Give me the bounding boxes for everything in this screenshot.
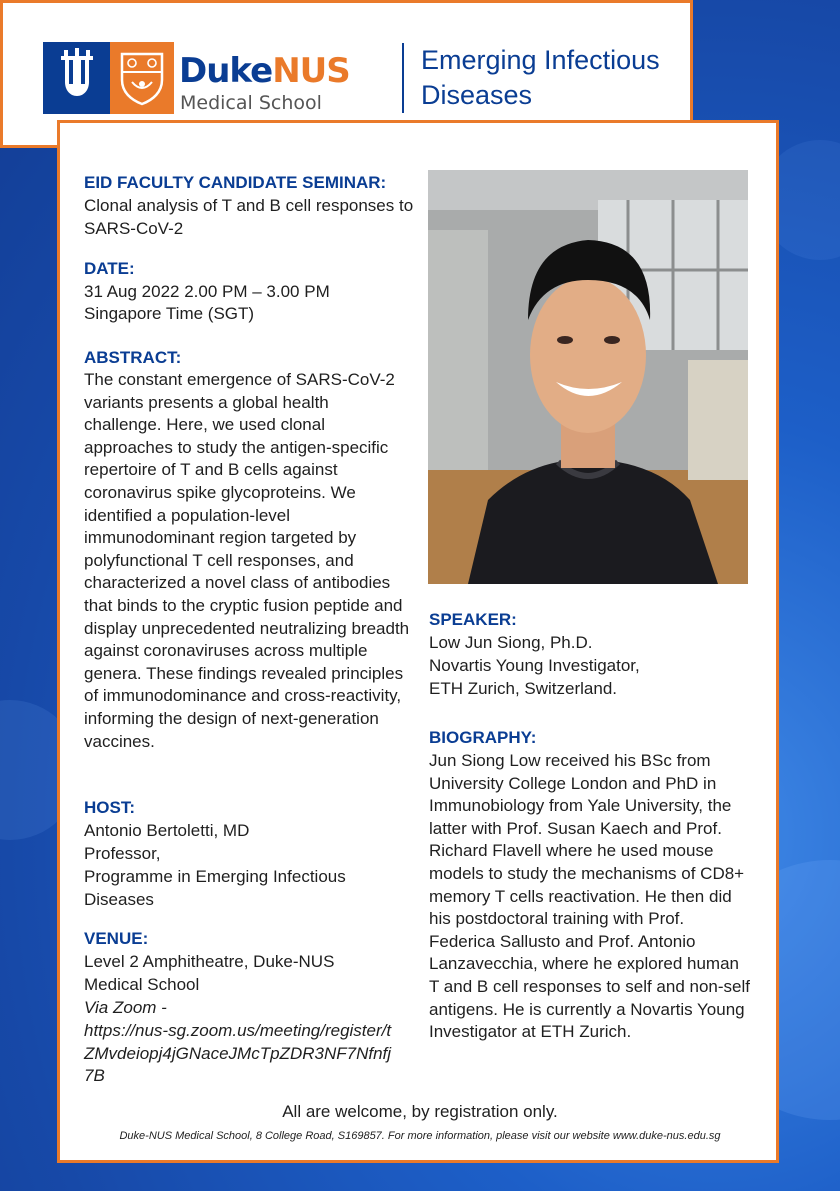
host-name: Antonio Bertoletti, MD xyxy=(84,821,250,840)
zoom-registration-link[interactable]: https://nus-sg.zoom.us/meeting/register/tZMvdeiopj4jGNaceJMcTpZDR3NF7Nfnfj7B xyxy=(84,1021,392,1086)
biography-heading: BIOGRAPHY: xyxy=(429,728,537,747)
header-title: Emerging Infectious Diseases xyxy=(421,45,660,110)
brand-duke: Duke xyxy=(179,51,273,91)
biography-body: Jun Siong Low received his BSc from University College London and PhD in Immunobiology from Yale University, the latter with Prof. Susan Kaech and Prof. Richard Flavell where he used mouse models to study the mechanisms of CD8+ memory T cells reactivation. He then did his postdoctoral training with Prof. Federica Sallusto and Prof. Antonio Lanzavecchia, where he explored human T and B cell responses to self and non-self antigens. He is currently a Novartis Young Investigator at ETH Zurich. xyxy=(429,751,750,1042)
nus-crest-logo-icon xyxy=(110,42,174,114)
seminar-heading: EID FACULTY CANDIDATE SEMINAR: xyxy=(84,173,387,192)
host-title: Professor, xyxy=(84,844,161,863)
speaker-heading: SPEAKER: xyxy=(429,610,517,629)
venue-heading: VENUE: xyxy=(84,929,149,948)
brand-subtitle: Medical School xyxy=(180,92,322,114)
abstract-heading: ABSTRACT: xyxy=(84,348,182,367)
brand-name xyxy=(179,51,350,91)
welcome-note: All are welcome, by registration only. xyxy=(282,1102,558,1121)
speaker-photo xyxy=(428,170,748,584)
speaker-name: Low Jun Siong, Ph.D. xyxy=(429,633,593,652)
timezone-line: Singapore Time (SGT) xyxy=(84,304,255,323)
header-divider xyxy=(402,43,404,113)
duke-shield-logo-icon xyxy=(43,42,111,114)
venue-zoom-label: Via Zoom - xyxy=(84,998,167,1017)
host-programme: Programme in Emerging Infectious Diseases xyxy=(84,867,346,909)
date-line: 31 Aug 2022 2.00 PM – 3.00 PM xyxy=(84,282,330,301)
host-heading: HOST: xyxy=(84,798,135,817)
speaker-affiliation: ETH Zurich, Switzerland. xyxy=(429,679,617,698)
abstract-body: The constant emergence of SARS-CoV-2 variants presents a global health challenge. Here, we used clonal approaches to study the antigen-specific repertoire of T and B cells against coronavirus spike glycoproteins. We identified a population-level immunodominant region targeted by polyfunctional T cell responses, and characterized a novel class of antibodies that binds to the cryptic fusion peptide and display unprecedented neutralizing breadth against coronaviruses across multiple genera. These findings revealed principles of immunodominance and cross-reactivity, informing the design of next-generation vaccines. xyxy=(84,370,410,751)
seminar-title: Clonal analysis of T and B cell responses to SARS-CoV-2 xyxy=(84,196,414,238)
date-heading: DATE: xyxy=(84,259,135,278)
footer-address: Duke-NUS Medical School, 8 College Road, S169857. For more information, please visit our website www.duke-nus.edu.sg xyxy=(119,1130,721,1142)
venue-location: Level 2 Amphitheatre, Duke-NUS Medical School xyxy=(84,952,335,994)
brand-nus: NUS xyxy=(272,51,350,91)
speaker-position: Novartis Young Investigator, xyxy=(429,656,640,675)
